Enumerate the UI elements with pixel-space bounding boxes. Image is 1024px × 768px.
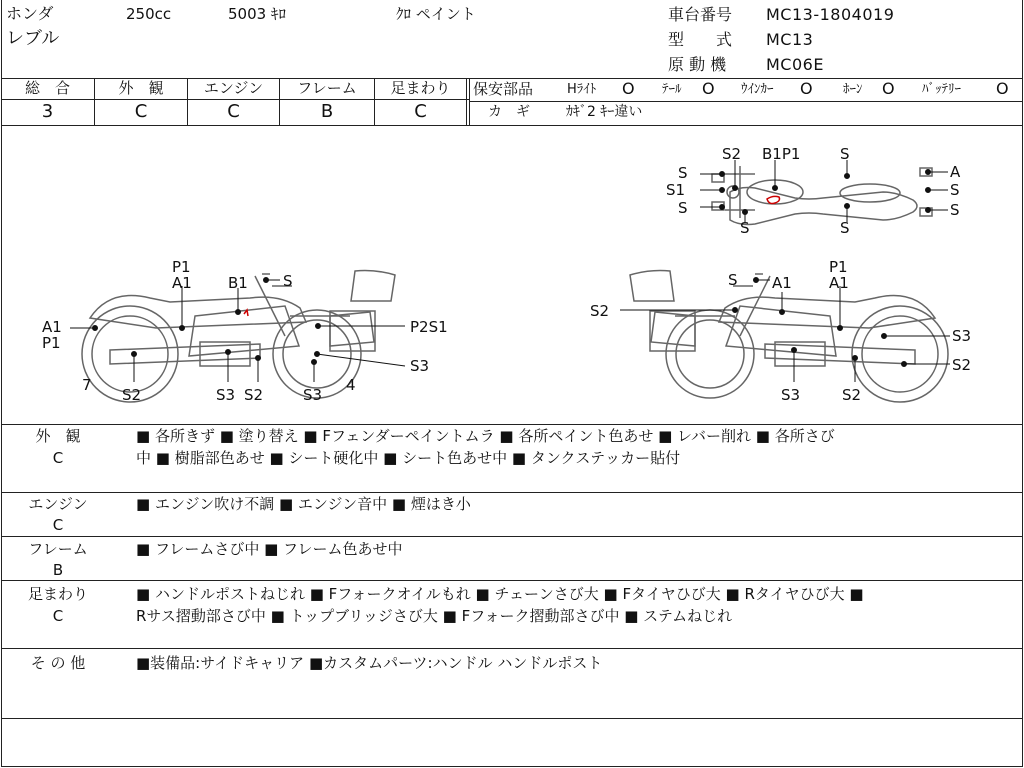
label-left-7: 7 xyxy=(82,376,92,394)
label-left-4: 4 xyxy=(346,376,356,394)
label-top-s-center: S xyxy=(840,145,850,163)
label-right-s2-rear: S2 xyxy=(952,356,972,374)
label-right-a1-handle: A1 xyxy=(772,274,792,292)
note-line: Rサス摺動部さび中 ■ トップブリッジさび大 ■ Fフォーク摺動部さび中 ■ ステムねじれ xyxy=(136,607,733,625)
divider xyxy=(1,718,1022,719)
label-top-s2: S2 xyxy=(722,145,742,163)
label-left-p1-front: P1 xyxy=(42,334,61,352)
note-grade: C xyxy=(52,607,64,625)
maker: ホンダ xyxy=(6,4,54,23)
divider xyxy=(466,78,467,125)
inspection-diagram xyxy=(0,126,1022,424)
label-left-b1: B1 xyxy=(228,274,248,292)
label-left-p2s1: P2S1 xyxy=(410,318,448,336)
displacement: 250cc xyxy=(126,5,172,23)
label-left-s2-exhaust: S2 xyxy=(244,386,264,404)
color: ｸﾛ ペイント xyxy=(396,5,476,23)
left-view-labels xyxy=(42,258,448,404)
label-right-s3-engine: S3 xyxy=(781,386,801,404)
label-top-s-rear: S xyxy=(950,181,960,199)
top-view-labels xyxy=(666,145,961,237)
note-line: 中 ■ 樹脂部色あせ ■ シート硬化中 ■ シート色あせ中 ■ タンクステッカー貼付 xyxy=(136,449,681,467)
label-left-s: S xyxy=(283,272,293,290)
engine-value: MC06E xyxy=(766,55,824,74)
label-top-s-front-bottom: S xyxy=(740,219,750,237)
label-right-s2-front: S2 xyxy=(590,302,610,320)
divider xyxy=(1,492,1022,493)
headlight-mark: O xyxy=(622,79,635,98)
label-top-s-rear-bottom: S xyxy=(840,219,850,237)
divider xyxy=(1,580,1022,581)
note-line: ■装備品:サイドキャリア ■カスタムパーツ:ハンドル ハンドルポスト xyxy=(136,654,603,672)
label-right-a1-tank: A1 xyxy=(829,274,849,292)
note-title: フレーム xyxy=(28,540,88,558)
label-top-s1: S1 xyxy=(666,181,686,199)
battery-mark: O xyxy=(996,79,1009,98)
note-title: 足まわり xyxy=(27,585,88,603)
note-line: ■ エンジン吹け不調 ■ エンジン音中 ■ 煙はき小 xyxy=(136,495,471,513)
frame-no: MC13-1804019 xyxy=(766,5,895,24)
label-right-p1: P1 xyxy=(829,258,848,276)
type-label: 型 式 xyxy=(668,30,733,49)
label-top-s-rear-lower: S xyxy=(950,201,960,219)
right-view-labels xyxy=(590,258,971,404)
note-title: そ の 他 xyxy=(30,654,86,672)
divider xyxy=(1,536,1022,537)
safety-label: 保安部品 xyxy=(473,80,534,98)
type-value: MC13 xyxy=(766,30,814,49)
divider xyxy=(1,99,469,100)
divider xyxy=(1,648,1022,649)
horn-mark: O xyxy=(882,79,895,98)
label-left-a1-front: A1 xyxy=(42,318,62,336)
note-title: エンジン xyxy=(28,495,88,513)
divider xyxy=(469,101,1022,102)
label-left-s2-front: S2 xyxy=(122,386,142,404)
key-label: カ ギ xyxy=(488,104,530,120)
note-grade: B xyxy=(52,561,64,579)
note-grade: C xyxy=(52,449,64,467)
winker-mark: O xyxy=(800,79,813,98)
divider xyxy=(1,424,1022,425)
label-right-s3-rear: S3 xyxy=(952,327,972,345)
label-right-s: S xyxy=(728,271,738,289)
label-top-s-lower: S xyxy=(678,199,688,217)
label-top-b1p1: B1P1 xyxy=(762,145,801,163)
divider xyxy=(469,78,470,125)
mileage: 5003 ｷﾛ xyxy=(228,5,286,23)
note-line: ■ ハンドルポストねじれ ■ Fフォークオイルもれ ■ チェーンさび大 ■ Fタイヤひび大 ■ Rタイヤひび大 ■ xyxy=(136,585,864,603)
frame-no-label: 車台番号 xyxy=(668,5,733,24)
label-left-s3-engine: S3 xyxy=(216,386,236,404)
label-left-s3-wheel: S3 xyxy=(303,386,323,404)
tail-mark: O xyxy=(702,79,715,98)
label-left-p1: P1 xyxy=(172,258,191,276)
label-left-s3-rear: S3 xyxy=(410,357,430,375)
note-line: ■ フレームさび中 ■ フレーム色あせ中 xyxy=(136,540,403,558)
label-right-s2-exhaust: S2 xyxy=(842,386,862,404)
note-grade: C xyxy=(52,516,64,534)
engine-label: 原 動 機 xyxy=(668,55,727,74)
key-value: ｶｷﾞ2 ｷｰ違い xyxy=(566,104,643,120)
label-top-s-upper: S xyxy=(678,164,688,182)
note-title: 外 観 xyxy=(35,427,81,445)
model-name: レブル xyxy=(6,28,60,49)
label-left-a1-tank: A1 xyxy=(172,274,192,292)
label-top-a: A xyxy=(950,163,961,181)
note-line: ■ 各所きず ■ 塗り替え ■ Fフェンダーペイントムラ ■ 各所ペイント色あせ ■ レバー削れ ■ 各所さび xyxy=(136,427,835,445)
